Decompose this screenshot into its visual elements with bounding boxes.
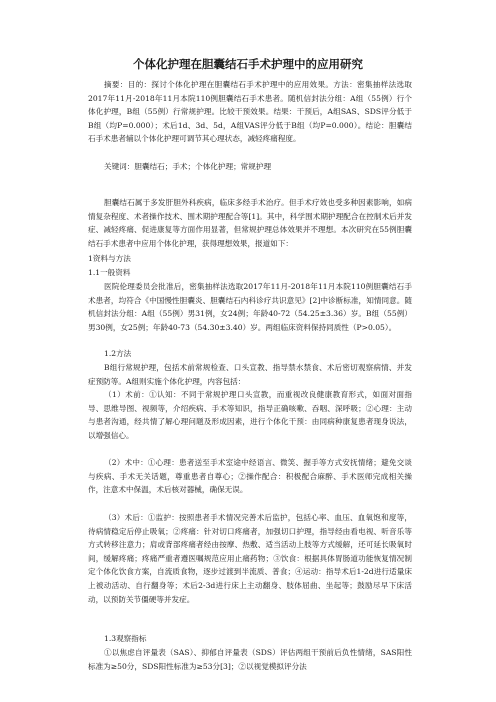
paper-title: 个体化护理在胆囊结石手术护理中的应用研究 [133, 57, 363, 71]
postoperative-paragraph: （3）术后：①监护：按照患者手术情况完善术后监护，包括心率、血压、血氧饱和度等，待病情稳定后停止吸氧；②疼痛：针对切口疼痛者，加强切口护理，指导经由看电视、听音乐等方式转移注意力；肩或背部疼痛者经由按摩、热敷、适当活动上肢等方式缓解，还可延长吸氧时间，缓解疼痛；疼痛严重者遵医嘱规范应用止痛药物；③饮食：根据具体胃肠道功能恢复情况制定个体化饮食方案，自流质食物，逐步过渡到半流质、普食；④运动：指导术后1-2d进行适量床上被动活动、自行翻身等；术后2-3d进行床上主动翻身、肢体屈曲、坐起等；鼓励尽早下床活动，以预防关节僵硬等并发症。 [88, 513, 412, 604]
introduction: 胆囊结石属于多发肝胆外科疾病，临床多经手术治疗。但手术疗效也受多种因素影响，如病情复杂程度、术者操作技术、围术期护理配合等[1]。其中，科学围术期护理配合在控制术后并发症、减轻疼痛、促进康复等方面作用显著，但常规护理总体效果并不理想。本次研究在55例胆囊结石手术患者中应用个体化护理，获得理想效果，报道如下： [88, 198, 412, 248]
methods-paragraph: B组行常规护理，包括术前常规检查、口头宣教、指导禁水禁食、术后密切观察病情、并发症预防等。A组则实施个体化护理，内容包括： [88, 363, 412, 386]
abstract: 摘要：目的：探讨个体化护理在胆囊结石手术护理中的应用效果。方法：密集抽样法选取2017年11月-2018年11月本院110例胆囊结石手术患者。随机信封法分组：A组（55例）行个体化护理，B组（55例）行常规护理。比较干预效果。结果：干预后，A组SAS、SDS评分低于B组（均P=0.000）；术后1d、3d、5d，A组VAS评分低于B组（均P=0.000）。结论：胆囊结石手术患者辅以个体化护理可调节其心理状态，减轻疼痛程度。 [88, 80, 412, 144]
section-heading-1-1: 1.1一般资料 [88, 268, 131, 277]
intraoperative-paragraph: （2）术中：①心理：患者送至手术室途中经语言、微笑、握手等方式安抚情绪；避免交谈与疾病、手术无关话题，尊重患者自尊心；②操作配合：积极配合麻醉、手术医师完成相关操作，注意术中保温，术后核对器械，确保无误。 [88, 458, 412, 495]
indicators-paragraph: ①以焦虑自评量表（SAS）、抑郁自评量表（SDS）评估两组干预前后负性情绪，SAS阳性标准为≥50分，SDS阳性标准为≥53分[3]；②以视觉模拟评分法 [88, 648, 412, 671]
section-heading-1-3: 1.3观察指标 [104, 634, 147, 643]
preoperative-paragraph: （1）术前：①认知：不同于常规护理口头宣教，而重视改良健康教育形式，如面对面指导、思维导图、视频等，介绍疾病、手术等知识，指导正确咳嗽、吞咽、深呼吸；②心理：主动与患者沟通，经共情了解心理问题及形成因素，进行个体化干预：由同病种康复患者现身说法，以增强信心。 [88, 390, 412, 440]
general-data-paragraph: 医院伦理委员会批准后，密集抽样法选取2017年11月-2018年11月本院110例胆囊结石手术患者，均符合《中国慢性胆囊炎、胆囊结石内科诊疗共识意见》[2]中诊断标准，知情同意。随机信封法分组：A组（55例）男31例，女24例；年龄40-72（54.25±3.36）岁。B组（55例）男30例，女25例；年龄40-73（54.30±3.40）岁。两组临床资料保持同质性（P>0.05）。 [88, 282, 412, 332]
section-heading-1: 1资料与方法 [88, 254, 131, 263]
section-heading-1-2: 1.2方法 [104, 349, 132, 358]
keywords: 关键词：胆囊结石；手术；个体化护理；常规护理 [104, 162, 272, 171]
